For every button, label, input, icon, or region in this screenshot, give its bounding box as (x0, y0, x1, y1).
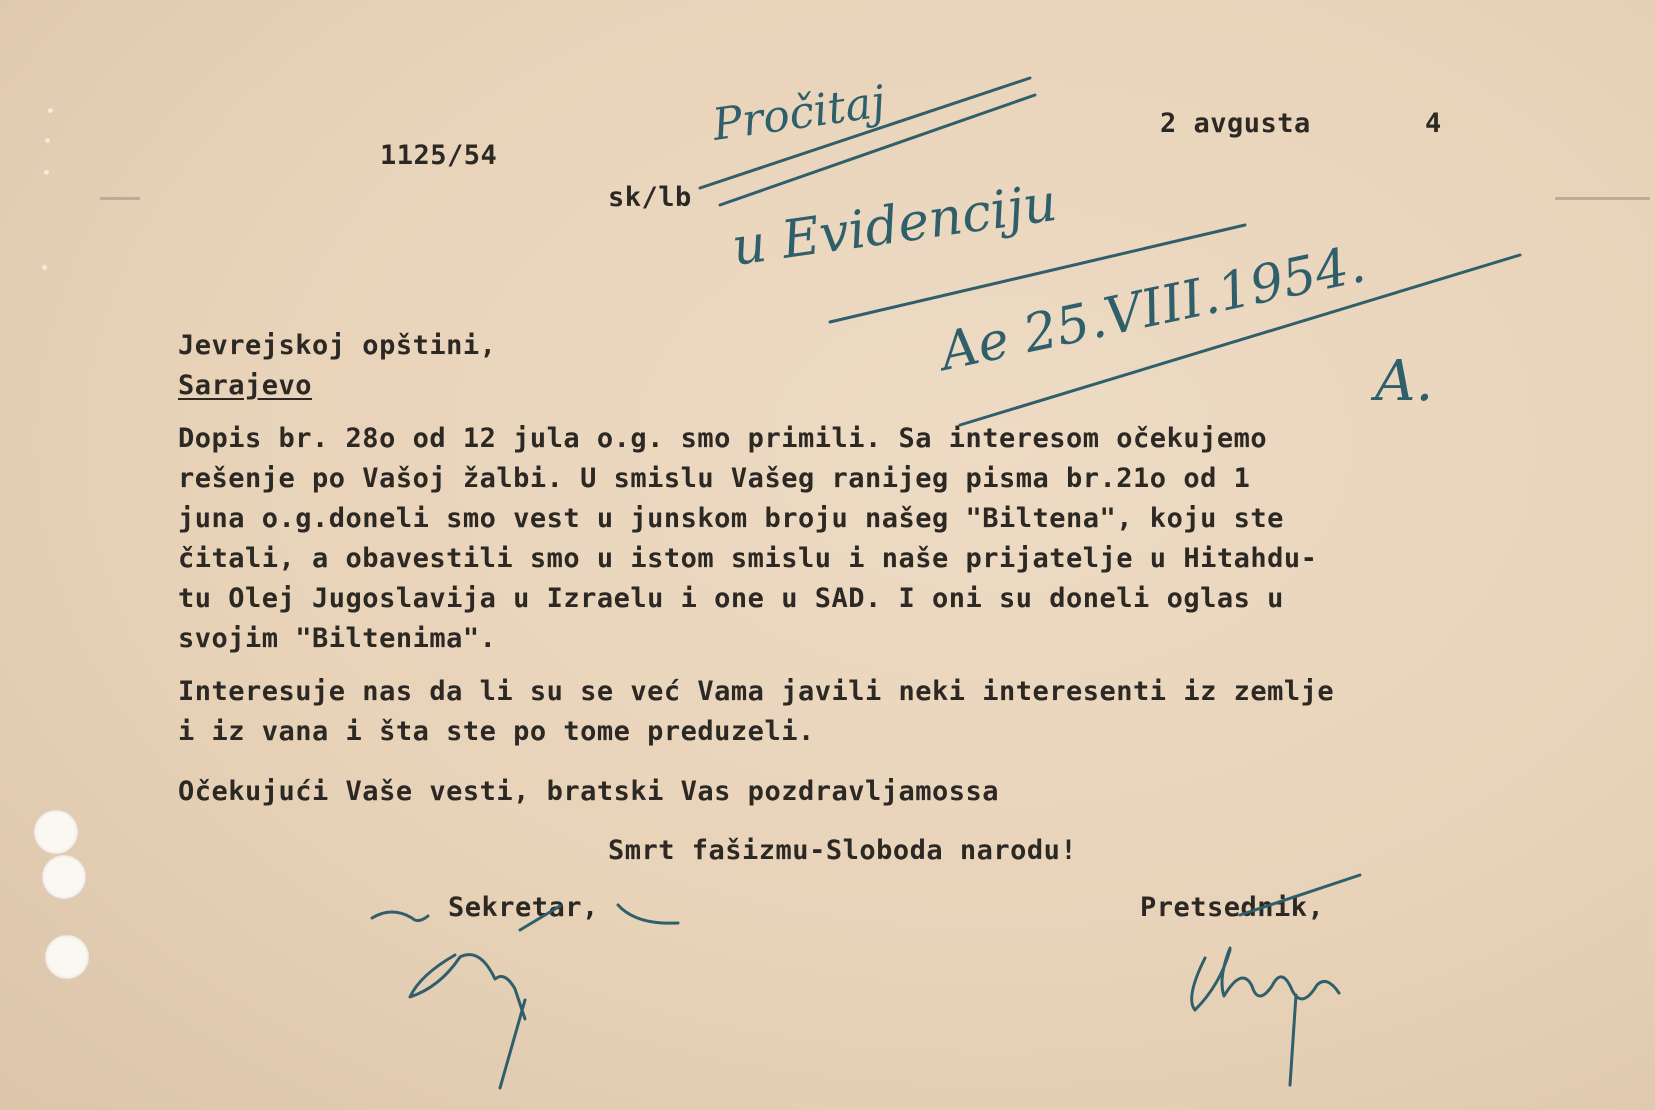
slogan: Smrt fašizmu-Sloboda narodu! (608, 835, 1078, 866)
body-line: Interesuje nas da li su se već Vama javili neki interesenti iz zemlje (178, 676, 1335, 707)
handwritten-note-line2: u Evidenciju (728, 172, 1061, 278)
body-line: čitali, a obavestili smo u istom smislu i naše prijatelje u Hitahdu- (178, 543, 1318, 574)
body-line: tu Olej Jugoslavija u Izraelu i one u SAD. I oni su doneli oglas u (178, 583, 1284, 614)
recipient-name: Jevrejskoj opštini, (178, 330, 497, 361)
letter-date-suffix: 4 (1425, 108, 1442, 139)
body-line: svojim "Biltenima". (178, 623, 497, 654)
reference-number: 1125/54 (380, 140, 498, 171)
secretary-label: Sekretar, (448, 892, 599, 923)
handwritten-mark: A. (1375, 349, 1434, 414)
handwritten-note-line3: Ae 25.VIII.1954. (935, 234, 1371, 383)
secretary-signature (372, 905, 678, 1088)
body-line: rešenje po Vašoj žalbi. U smislu Vašeg ranijeg pisma br.21o od 1 (178, 463, 1251, 494)
typist-initials: sk/lb (608, 182, 692, 213)
body-line: i iz vana i šta ste po tome preduzeli. (178, 716, 815, 747)
closing-line: Očekujući Vaše vesti, bratski Vas pozdravljamossa (178, 776, 1000, 807)
president-label: Pretsednik, (1140, 892, 1325, 923)
body-line: juna o.g.doneli smo vest u junskom broju našeg "Biltena", koju ste (178, 503, 1284, 534)
president-signature (1192, 875, 1360, 1085)
handwritten-note-line1: Pročitaj (709, 76, 889, 151)
letter-date: 2 avgusta (1160, 108, 1311, 139)
body-line: Dopis br. 28o od 12 jula o.g. smo primili. Sa interesom očekujemo (178, 423, 1268, 454)
recipient-city: Sarajevo (178, 370, 313, 401)
